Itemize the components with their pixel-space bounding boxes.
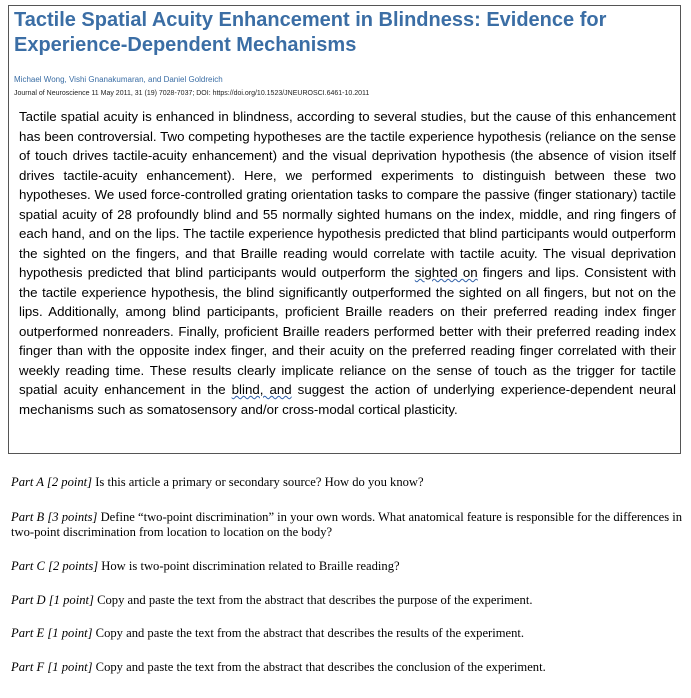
question-part-c <box>11 559 686 574</box>
question-text: Is this article a primary or secondary source? How do you know? <box>92 475 424 489</box>
question-text: Copy and paste the text from the abstract that describes the conclusion of the experiment. <box>92 660 546 674</box>
question-text: Define “two-point discrimination” in your own words. What anatomical feature is responsible for the differences in two-point discrimination from location to location on the body? <box>11 510 683 539</box>
question-text: Copy and paste the text from the abstract that describes the results of the experiment. <box>92 626 525 640</box>
question-part-f <box>11 660 686 675</box>
abstract-part: Tactile spatial acuity is enhanced in blindness, according to several studies, but the cause of this enhancement has been controversial. Two competing hypotheses are the tactile experience hypothesis (reliance on the sense of touch drives tactile-acuity enhancement) and the visual deprivation hypothesis (the absence of vision itself drives tactile-acuity enhancement). Here, we performed experiments to distinguish between these two hypotheses. We used force-controlled grating orientation tasks to compare the passive (finger stationary) tactile spatial acuity of 28 profoundly blind and 55 normally sighted humans on the index, middle, and ring fingers of each hand, and on the lips. The tactile experience hypothesis predicted that blind participants would outperform the sighted on the fingers, and that Braille reading would correlate with tactile acuity. The visual deprivation hypothesis predicted that blind participants would outperform the <box>19 109 676 280</box>
abstract-part: suggest the action of underlying experience-dependent neural mechanisms such as somatosensory and/or cross-modal cortical plasticity. <box>19 382 677 417</box>
spellcheck-underline: blind, and <box>231 382 292 397</box>
question-label: Part C [2 points] <box>11 559 99 573</box>
question-part-a <box>11 475 686 490</box>
question-part-d <box>11 593 686 608</box>
question-text: Copy and paste the text from the abstract that describes the purpose of the experiment. <box>93 593 533 607</box>
question-label: Part D [1 point] <box>11 593 94 607</box>
question-label: Part F [1 point] <box>11 660 93 674</box>
spellcheck-underline: sighted on <box>414 265 478 280</box>
question-label: Part E [1 point] <box>11 626 93 640</box>
question-part-b <box>11 510 686 540</box>
question-text: How is two-point discrimination related to Braille reading? <box>98 559 400 573</box>
article-title: Tactile Spatial Acuity Enhancement in Blindness: Evidence for Experience-Dependent Mechanisms <box>14 9 607 56</box>
article-citation: Journal of Neuroscience 11 May 2011, 31 (19) 7028-7037; DOI: https://doi.org/10.1523/JNEUROSCI.6461-10.2011 <box>14 90 370 97</box>
question-label: Part B [3 points] <box>11 510 98 524</box>
abstract-part: fingers and lips. Consistent with the tactile experience hypothesis, the blind significantly outperformed the sighted on all fingers, but not on the lips. Additionally, among blind participants, proficient Braille readers on their preferred reading index finger outperformed nonreaders. Finally, proficient Braille readers performed better with their preferred reading index finger than with the opposite index finger, and their acuity on the preferred reading finger correlated with their weekly reading time. These results clearly implicate reliance on the sense of touch as the trigger for tactile spatial acuity enhancement in the <box>19 265 676 397</box>
article-authors: Michael Wong, Vishi Gnanakumaran, and Daniel Goldreich <box>14 75 223 84</box>
question-label: Part A [2 point] <box>11 475 93 489</box>
question-part-e <box>11 626 686 641</box>
abstract-text <box>19 107 676 419</box>
